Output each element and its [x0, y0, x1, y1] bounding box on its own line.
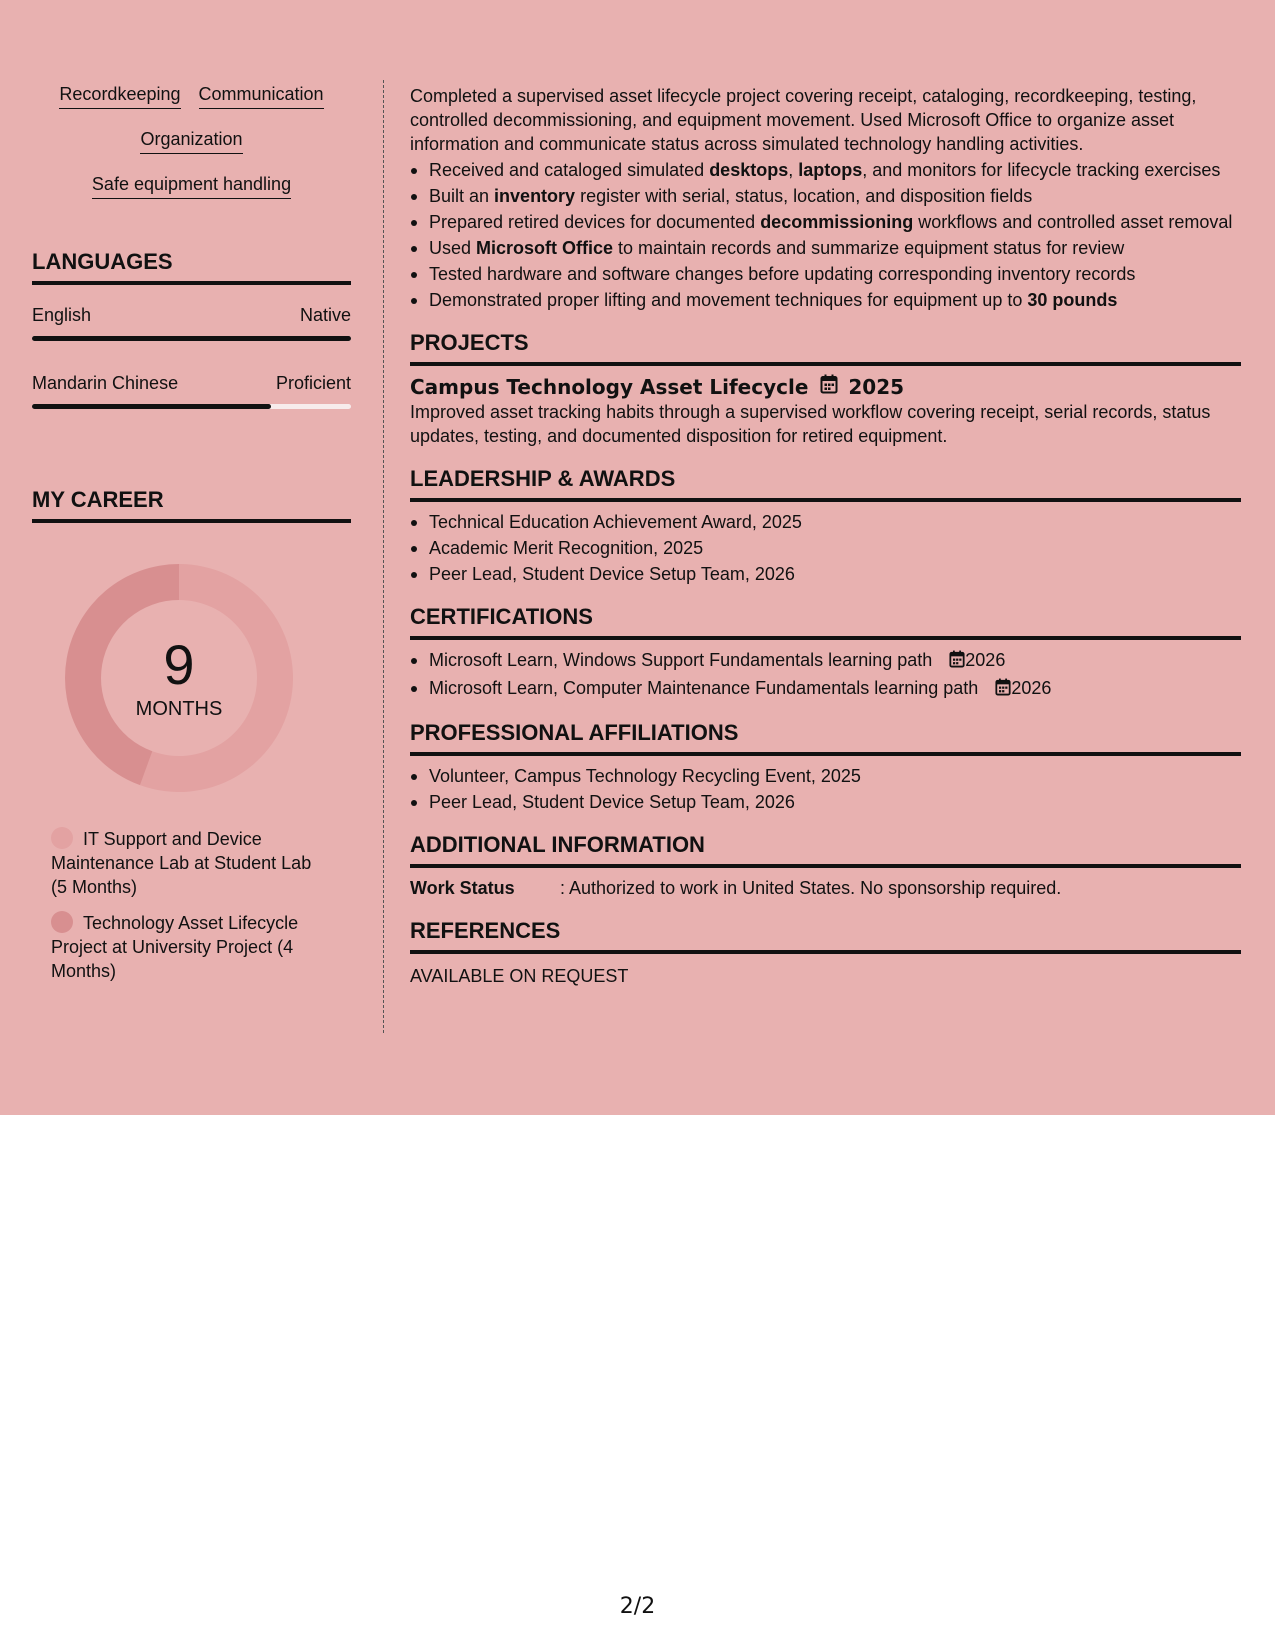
skills-list [32, 82, 351, 199]
work-status-label: Work Status [410, 878, 515, 898]
legend-dot [51, 827, 73, 849]
bullet-text: register with serial, status, location, and disposition fields [575, 186, 1033, 206]
project-name: Campus Technology Asset Lifecycle [410, 375, 809, 399]
affiliation-item: Volunteer, Campus Technology Recycling Event, 2025 [410, 764, 1241, 788]
leadership-item: Academic Merit Recognition, 2025 [410, 536, 1241, 560]
bullet-text: workflows and controlled asset removal [913, 212, 1233, 232]
career-legend-item [51, 827, 322, 899]
skill-tag: Communication [199, 82, 324, 109]
language-bar-fill [32, 404, 271, 409]
language-name: Mandarin Chinese [32, 373, 179, 393]
work-status-value: : Authorized to work in United States. No sponsorship required. [560, 878, 1062, 898]
bullet-keyword: inventory [494, 186, 576, 206]
career-legend-label: IT Support and Device Maintenance Lab at Student Lab (5 Months) [51, 829, 312, 897]
experience-bullet [410, 288, 1241, 312]
career-section [32, 487, 351, 983]
experience-bullet [410, 262, 1241, 286]
bullet-keyword: laptops [798, 160, 863, 180]
leadership-item: Technical Education Achievement Award, 2025 [410, 510, 1241, 534]
language-bar-fill [32, 336, 351, 341]
bullet-keyword: desktops [709, 160, 789, 180]
leadership-title: LEADERSHIP & AWARDS [410, 466, 1241, 502]
experience-bullets [410, 158, 1241, 312]
bullet-text: , [788, 160, 799, 180]
projects-section [410, 330, 1241, 448]
career-total-value: 9 [163, 633, 195, 696]
certification-name: Microsoft Learn, Windows Support Fundamentals learning path [429, 650, 933, 670]
references-text: AVAILABLE ON REQUEST [410, 966, 629, 986]
career-legend-item [51, 911, 322, 983]
skill-tag: Recordkeeping [59, 82, 180, 109]
languages-title: LANGUAGES [32, 249, 351, 285]
calendar-icon [820, 374, 838, 400]
project-description: Improved asset tracking habits through a supervised workflow covering receipt, serial records, status updates, testing, and documented disposition for retired equipment. [410, 402, 1211, 446]
certification-date: 2026 [1011, 678, 1052, 698]
language-item [32, 303, 351, 341]
language-name: English [32, 305, 92, 325]
bullet-text: , and monitors for lifecycle tracking exercises [862, 160, 1221, 180]
bullet-text: Built an [429, 186, 495, 206]
additional-section [410, 832, 1241, 900]
references-section [410, 918, 1241, 988]
left-column [32, 82, 351, 983]
languages-section [32, 249, 351, 409]
certification-item [410, 676, 1241, 702]
experience-bullet [410, 210, 1241, 234]
language-level: Native [299, 305, 351, 325]
projects-title: PROJECTS [410, 330, 1241, 366]
calendar-icon [995, 678, 1011, 702]
experience-bullet [410, 184, 1241, 208]
bullet-text: Tested hardware and software changes before updating corresponding inventory records [429, 264, 1136, 284]
column-divider [383, 80, 384, 1033]
language-item [32, 371, 351, 409]
bullet-text: Used [429, 238, 477, 258]
leadership-item: Peer Lead, Student Device Setup Team, 2026 [410, 562, 1241, 586]
page-number: 2/2 [619, 1594, 656, 1619]
certifications-section [410, 604, 1241, 702]
experience-bullet [410, 158, 1241, 182]
affiliations-section [410, 720, 1241, 814]
leadership-section [410, 466, 1241, 586]
career-donut [64, 563, 294, 793]
bullet-keyword: decommissioning [760, 212, 914, 232]
experience-summary: Completed a supervised asset lifecycle project covering receipt, cataloging, recordkeeping, testing, controlled decommissioning, and equipment movement. Used Microsoft Office to organize asset information and communicate status across simulated technology handling activities. [410, 86, 1197, 154]
career-legend [32, 827, 322, 983]
right-column [410, 84, 1241, 988]
certification-name: Microsoft Learn, Computer Maintenance Fundamentals learning path [429, 678, 979, 698]
bullet-text: Received and cataloged simulated [429, 160, 710, 180]
career-legend-label: Technology Asset Lifecycle Project at University Project (4 Months) [51, 913, 299, 981]
language-bar [32, 404, 351, 409]
affiliation-item: Peer Lead, Student Device Setup Team, 2026 [410, 790, 1241, 814]
calendar-icon [949, 650, 965, 674]
skill-tag: Organization [140, 127, 242, 154]
certifications-title: CERTIFICATIONS [410, 604, 1241, 640]
bullet-text: to maintain records and summarize equipment status for review [613, 238, 1125, 258]
bullet-keyword: Microsoft Office [476, 238, 614, 258]
project-year: 2025 [848, 375, 905, 399]
affiliations-title: PROFESSIONAL AFFILIATIONS [410, 720, 1241, 756]
bullet-keyword: 30 pounds [1027, 290, 1118, 310]
career-total-unit: MONTHS [135, 698, 223, 720]
skill-tag: Safe equipment handling [92, 172, 291, 199]
bullet-text: Prepared retired devices for documented [429, 212, 761, 232]
certification-item [410, 648, 1241, 674]
legend-dot [51, 911, 73, 933]
bullet-text: Demonstrated proper lifting and movement techniques for equipment up to [429, 290, 1028, 310]
additional-title: ADDITIONAL INFORMATION [410, 832, 1241, 868]
language-level: Proficient [275, 373, 351, 393]
references-title: REFERENCES [410, 918, 1241, 954]
language-bar [32, 336, 351, 341]
experience-bullet [410, 236, 1241, 260]
career-title: MY CAREER [32, 487, 351, 523]
certification-date: 2026 [965, 650, 1006, 670]
